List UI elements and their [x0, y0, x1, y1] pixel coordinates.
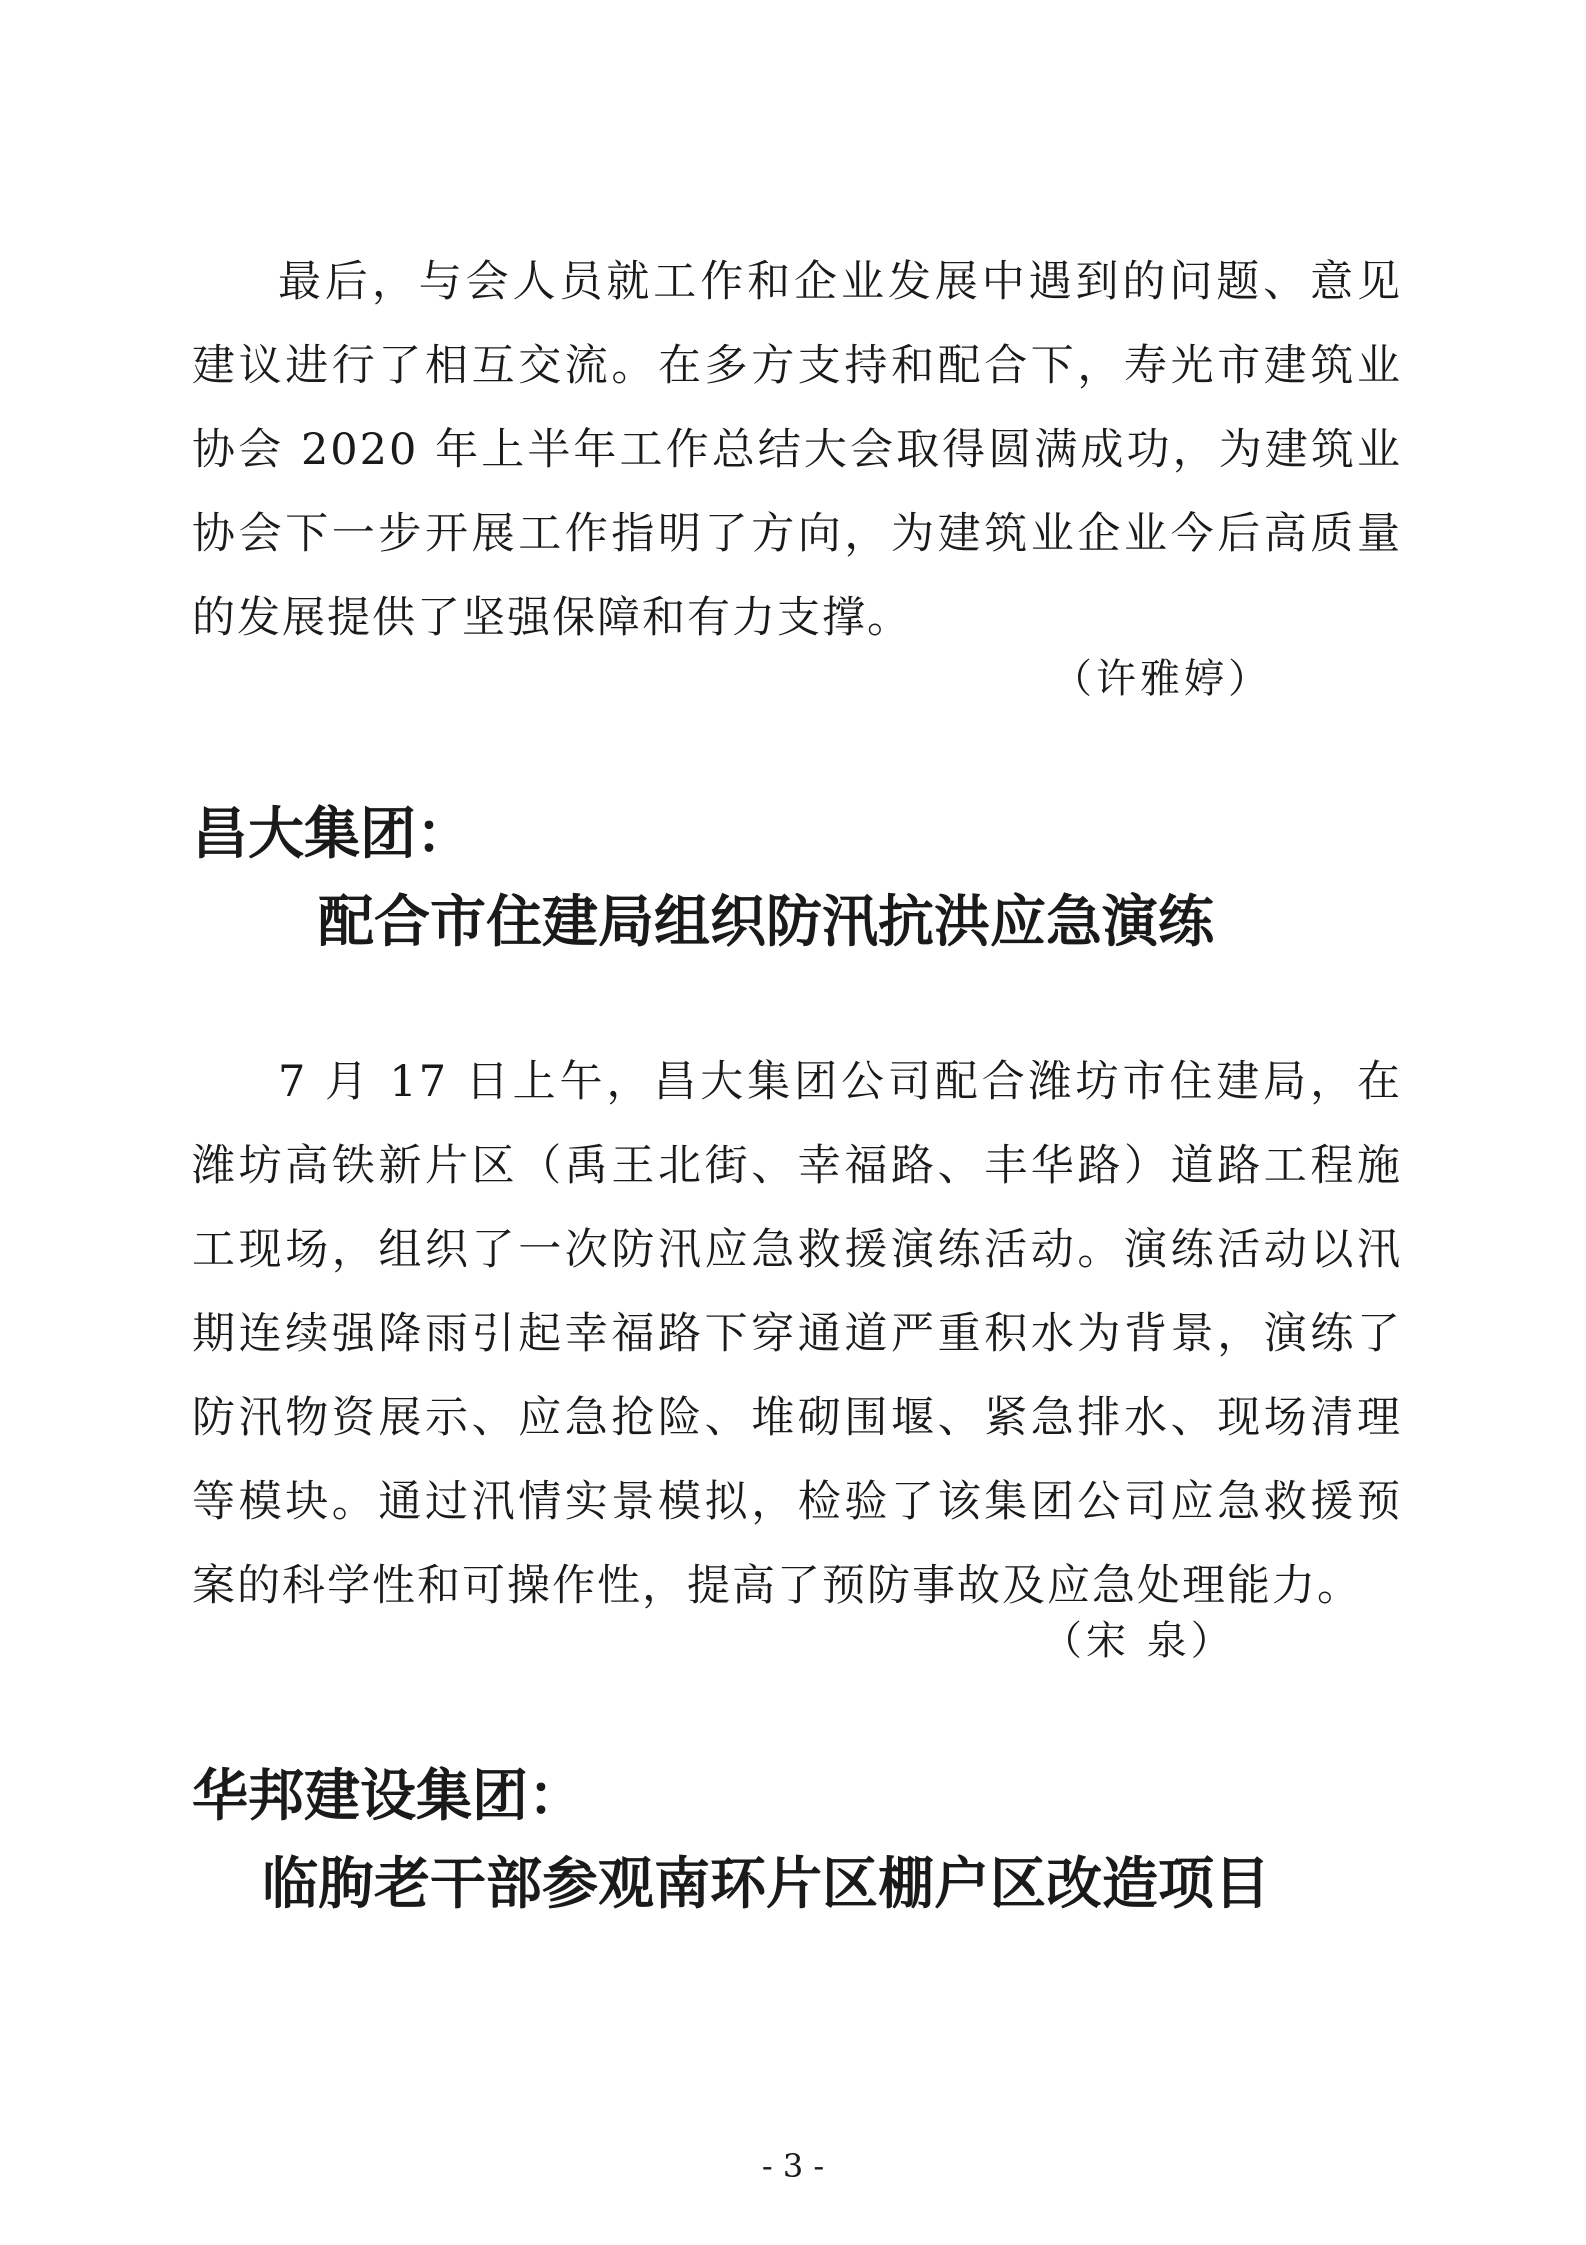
article-2-title: 临朐老干部参观南环片区棚户区改造项目 [262, 1851, 1270, 1917]
intro-author: （许雅婷） [1052, 656, 1272, 702]
article-1-title: 配合市住建局组织防汛抗洪应急演练 [318, 889, 1214, 955]
article-1-author: （宋 泉） [1042, 1618, 1235, 1664]
article-1-company: 昌大集团： [192, 801, 472, 867]
article-1-paragraph: 7 月 17 日上午，昌大集团公司配合潍坊市住建局，在潍坊高铁新片区（禹王北街、幸福路、丰华路）道路工程施工现场，组织了一次防汛应急救援演练活动。演练活动以汛期连续强降雨引起幸福路下穿通道严重积水为背景，演练了防汛物资展示、应急抢险、堆砌围堰、紧急排水、现场清理等模块。通过汛情实景模拟，检验了该集团公司应急救援预案的科学性和可操作性，提高了预防事故及应急处理能力。 [192, 1057, 1402, 1611]
page-number: - 3 - [761, 2147, 825, 2185]
article-2-company: 华邦建设集团： [192, 1763, 584, 1829]
intro-paragraph: 最后，与会人员就工作和企业发展中遇到的问题、意见建议进行了相互交流。在多方支持和配合下，寿光市建筑业协会 2020 年上半年工作总结大会取得圆满成功，为建筑业协会下一步开展工作指明了方向，为建筑业企业今后高质量的发展提供了坚强保障和有力支撑。 [192, 257, 1402, 643]
